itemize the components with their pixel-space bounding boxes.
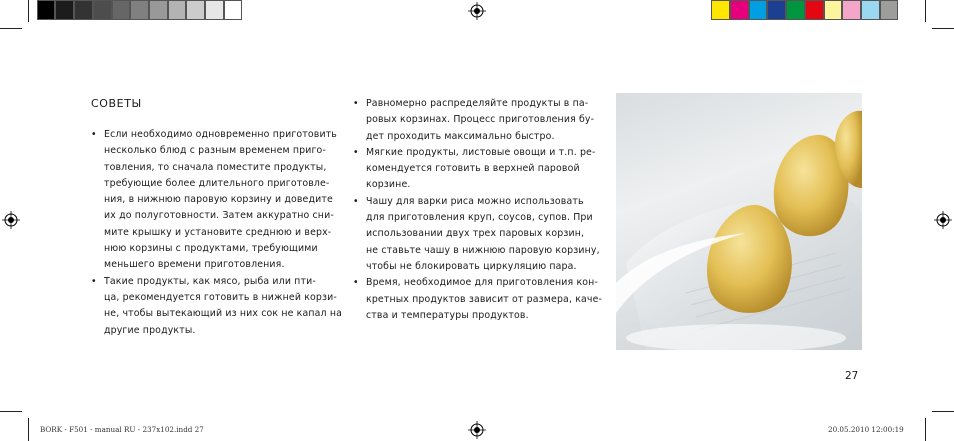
registration-mark-icon (2, 211, 20, 229)
gray-swatch (37, 0, 55, 20)
color-swatch (861, 0, 880, 20)
text-line: ния, в нижнюю паровую корзину и доведите (104, 194, 333, 206)
color-swatch (842, 0, 861, 20)
text-line: меньшего времени приготовления. (104, 259, 285, 271)
list-item (91, 127, 351, 274)
crop-mark (932, 28, 954, 29)
text-line: ства и температуры продуктов. (366, 309, 529, 321)
gray-swatch (55, 0, 74, 20)
registration-mark-icon (468, 421, 486, 439)
text-line: использовании двух трех паровых корзин, (366, 228, 585, 240)
color-swatch (711, 0, 730, 20)
crop-mark (932, 411, 954, 412)
gray-swatch (112, 0, 130, 20)
gray-swatch (149, 0, 168, 20)
color-swatch (786, 0, 805, 20)
color-swatch (730, 0, 749, 20)
text-line: комендуется готовить в верхней паровой (366, 163, 580, 175)
text-line: • Если необходимо одновременно приготовить (104, 129, 337, 140)
color-swatch (767, 0, 786, 20)
registration-mark-icon (934, 211, 952, 229)
crop-mark (925, 0, 926, 22)
text-line: не ставьте чашу в нижнюю паровую корзину, (366, 244, 600, 256)
steamed-pears-photo (616, 93, 862, 350)
left-column-list (91, 127, 351, 339)
text-line: ца, рекомендуется готовить в нижней корзи- (104, 291, 337, 303)
text-line: несколько блюд с разным временем приго- (104, 145, 326, 157)
gray-swatch (205, 0, 224, 20)
gray-swatch (224, 0, 242, 20)
text-line: • Такие продукты, как мясо, рыба или пти- (104, 275, 316, 287)
text-line: • Равномерно распределяйте продукты в па- (366, 98, 589, 109)
list-item (353, 275, 613, 324)
color-swatch (805, 0, 824, 20)
crop-mark (28, 418, 29, 441)
text-line: • Мягкие продукты, листовые овощи и т.п. ре- (366, 146, 596, 158)
color-swatch (824, 0, 842, 20)
section-heading: СОВЕТЫ (91, 97, 142, 110)
page-number: 27 (845, 370, 859, 382)
crop-mark (0, 28, 22, 29)
gray-swatch (74, 0, 93, 20)
text-line: нюю корзины с продуктами, требующими (104, 243, 318, 255)
gray-swatch (93, 0, 112, 20)
print-slug-left: BORK - F501 - manual RU - 237x102.indd 27 (40, 425, 204, 434)
text-line: другие продукты. (104, 324, 196, 336)
crop-mark (28, 0, 29, 22)
text-line: требующие более длительного приготовле- (104, 177, 330, 189)
text-line: товления, то сначала поместите продукты, (104, 161, 327, 173)
text-line: для приготовления круп, соусов, супов. При (366, 212, 593, 224)
color-swatch (880, 0, 898, 20)
gray-swatch (130, 0, 149, 20)
text-line: • Время, необходимое для приготовления кон- (366, 277, 598, 289)
text-line: корзине. (366, 179, 411, 191)
text-line: не, чтобы вытекающий из них сок не капал на (104, 308, 343, 320)
list-item (91, 274, 351, 339)
list-item (353, 145, 613, 194)
gray-swatch (168, 0, 186, 20)
text-line: мите крышку и установите среднюю и верх- (104, 226, 332, 238)
list-item (353, 194, 613, 275)
text-line: кретных продуктов зависит от размера, каче- (366, 293, 603, 305)
gray-swatch (186, 0, 205, 20)
right-column-list (353, 96, 613, 324)
text-line: их до полуготовности. Затем аккуратно сни- (104, 210, 334, 222)
steamer-illustration (616, 93, 862, 350)
text-line: дет проходить максимально быстро. (366, 130, 555, 142)
text-line: • Чашу для варки риса можно использовать (366, 195, 584, 207)
text-line: чтобы не блокировать циркуляцию пара. (366, 260, 577, 272)
crop-mark (925, 418, 926, 441)
list-item (353, 96, 613, 145)
text-line: ровых корзинах. Процесс приготовления бу- (366, 114, 595, 126)
registration-mark-icon (468, 2, 486, 20)
print-slug-right: 20.05.2010 12:00:19 (828, 425, 904, 434)
color-swatch (749, 0, 767, 20)
crop-mark (0, 411, 22, 412)
